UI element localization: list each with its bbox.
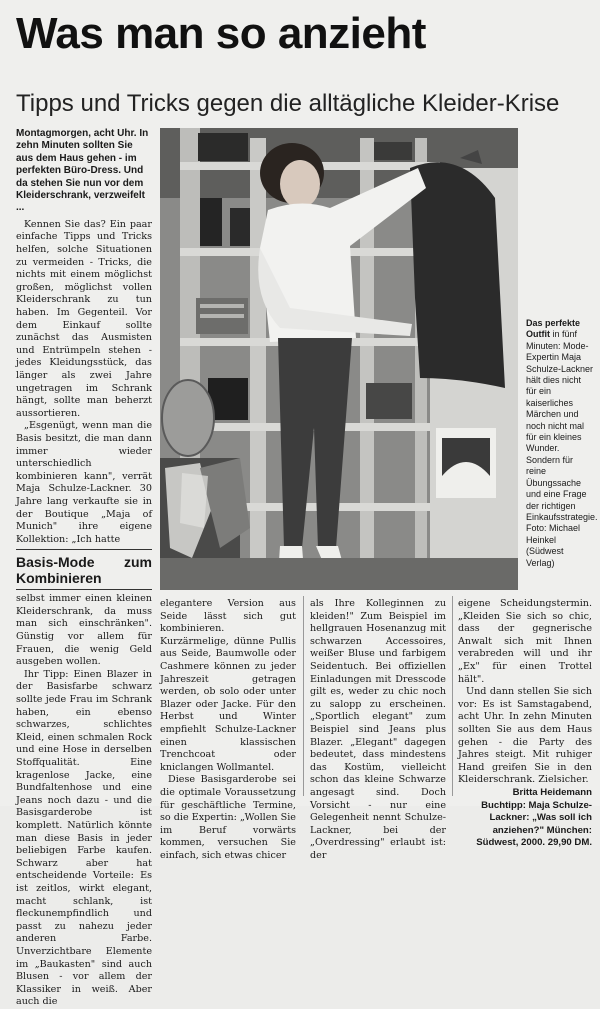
body-paragraph: Kennen Sie das? Ein paar einfache Tipps und Tricks helfen, solche Situationen zu vermeiden - Tricks, die nichts mit einem möglichst großen, möglichst vollen Kleiderschrank zu tun haben. Im Gegenteil. Vor dem Einkauf sollte zunächst das Ausmisten und Entrümpeln stehen - jedes Kleidungsstück, das länger als zwei Jahre ungetragen im Schrank hängt, sollte man beherzt aussortieren. xyxy=(16,218,152,419)
body-paragraph: Diese Basisgarderobe sei die optimale Voraussetzung für geschäftliche Termine, so die Expertin: „Wollen Sie im Beruf vorwärts kommen, versuchen Sie einfach, sich etwas chicer xyxy=(160,774,296,861)
body-paragraph: eigene Scheidungstermin. „Kleiden Sie sich so chic, dass der gegnerische Anwalt sich mit Ihnen verabreden will und ihr „Ex" für einen Trottel hält". xyxy=(458,598,592,685)
headline: Was man so anzieht xyxy=(16,9,426,58)
section-heading: Basis-Mode zum Kombinieren xyxy=(16,554,152,587)
column-3 xyxy=(310,598,446,862)
column-divider xyxy=(452,596,453,796)
photo-caption xyxy=(526,318,598,569)
body-paragraph: „Esgenügt, wenn man die Basis besitzt, die man dann immer wieder unterschiedlich kombinieren kann", verrät Maja Schulze-Lackner. 30 Jahre lang verkaufte sie in der Boutique „Maja of Munich" ihre eigene Kollektion: „Ich hatte xyxy=(16,420,152,545)
book-tip: Buchtipp: Maja Schulze-Lackner: „Was soll ich anziehen?" München: Südwest, 2000. 29,90 DM. xyxy=(476,799,592,849)
body-paragraph: Ihr Tipp: Einen Blazer in der Basisfarbe schwarz sollte jede Frau im Schrank haben, ein ebenso schwarzes, schlichtes Kleid, einen schmalen Rock und eine Hose in derselben Stoffqualität. Eine kragenlose Jacke, eine Bundfaltenhose und eine Jeans noch dazu - und die Basisgarderobe ist komplett. Natürlich könnte man diese Basis in jeder beliebigen Farbe kaufen. Schwarz aber hat entscheidende Vorteile: Es ist zeitlos, wirkt elegant, macht schlank, ist fleckunempfindlich und passt zu nahezu jeder anderen Farbe. Unverzichtbare Elemente im „Baukasten" sind auch Blusen - vor allem der Klassiker in weiß. Aber auch die xyxy=(16,668,152,1008)
caption-credit: Foto: Michael Heinkel (Südwest Verlag) xyxy=(526,523,581,568)
body-paragraph: Und dann stellen Sie sich vor: Es ist Samstagabend, acht Uhr. In zehn Minuten sollten Sie aus dem Haus gehen - die Party des Jahres steigt. Mit ruhiger Hand greifen Sie in den Kleiderschrank. Zielsicher. xyxy=(458,686,592,786)
body-paragraph: elegantere Version aus Seide lässt sich gut kombinieren. Kurzärmelige, dünne Pullis aus Seide, Baumwolle oder Cashmere können zu jeder Jahreszeit getragen werden, ob solo oder unter Blazer oder Jacke. Für den Herbst und Winter empfiehlt Schulze-Lackner einen klassischen Trenchcoat oder kniclangen Wollmantel. xyxy=(160,598,296,773)
column-divider xyxy=(303,596,304,796)
caption-lead: Das perfekte Outfit xyxy=(526,318,581,340)
body-paragraph: selbst immer einen kleinen Kleiderschrank, da muss man sich einschränken". Günstig vor allem für Frauen, die wenig Geld ausgeben wollen. xyxy=(16,593,152,668)
section-rule xyxy=(16,589,152,590)
column-2 xyxy=(160,598,296,862)
photo-woman-wardrobe xyxy=(160,128,518,590)
caption-text: in fünf Minuten: Mode-Expertin Maja Schulze-Lackner hält dies nicht für ein kaiserliches Märchen und noch nicht mal für ein kleines Wunder. Sondern für reine Übungssache und eine Frage der richtigen Einkaufsstrategie. xyxy=(526,329,598,522)
subheadline: Tipps und Tricks gegen die alltägliche Kleider-Krise xyxy=(16,90,560,117)
column-4 xyxy=(458,598,592,850)
intro-text xyxy=(16,128,152,215)
body-paragraph: als Ihre Kolleginnen zu kleiden!" Zum Beispiel im hellgrauen Hosenanzug mit schwarzen Accessoires, weißer Bluse und farbigem Seidentuch. Bei offiziellen Einladungen mit Dresscode gilt es, weder zu chic noch zu salopp zu erscheinen. „Sportlich elegant" zum Beispiel sind Jeans plus Blazer. „Elegant" dagegen bedeutet, dass mindestens das Kostüm, vielleicht schon das kleine Schwarze angesagt sind. Doch Vorsicht - nur eine Gelegenheit nennt Schulze-Lackner, bei der „Overdressing" erlaubt ist: der xyxy=(310,598,446,861)
intro-paragraph: Montagmorgen, acht Uhr. In zehn Minuten sollten Sie aus dem Haus gehen - im perfekten Büro-Dress. Und da stehen Sie nun vor dem Kleiderschrank, verzweifelt ... xyxy=(16,128,149,214)
column-1 xyxy=(16,128,152,1009)
author-signature: Britta Heidemann xyxy=(512,786,592,798)
section-rule xyxy=(16,549,152,550)
